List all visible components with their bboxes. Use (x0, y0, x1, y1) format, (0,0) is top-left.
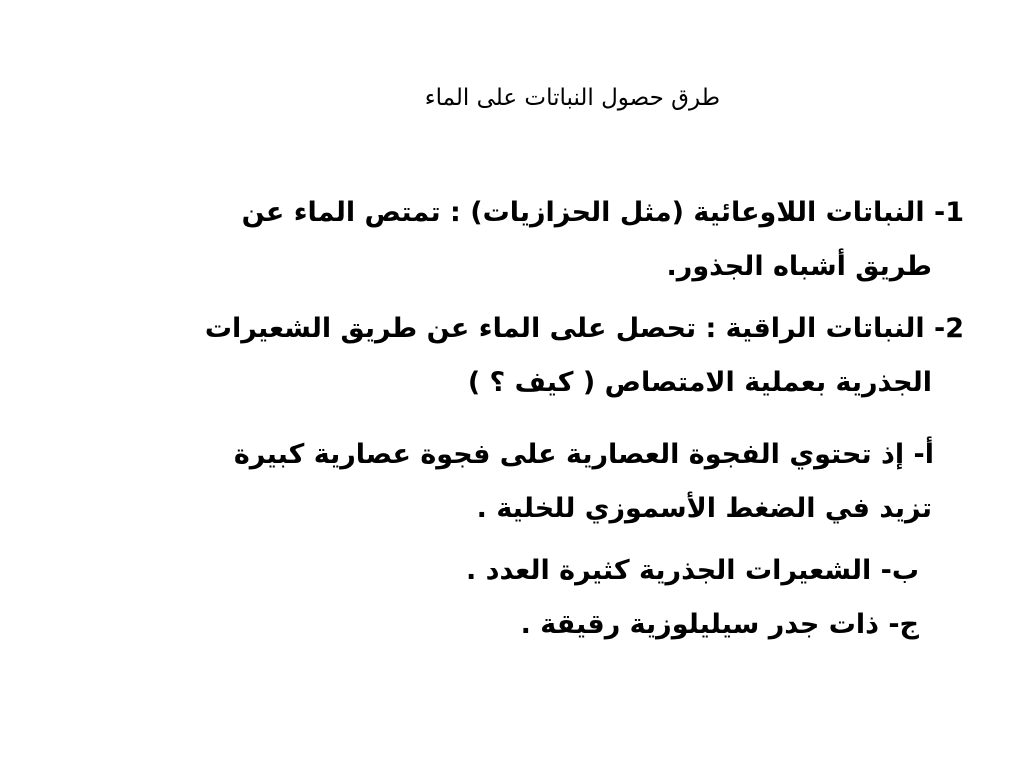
sub-point-a-line-1: أ- إذ تحتوي الفجوة العصارية على فجوة عصارية كبيرة (233, 439, 934, 470)
sub-point-b: ب- الشعيرات الجذرية كثيرة العدد . (466, 555, 919, 586)
point-2-higher-plants (205, 302, 964, 410)
point-1-nonvascular-plants (242, 186, 964, 294)
sub-point-a-line-2: تزيد في الضغط الأسموزي للخلية . (476, 493, 932, 524)
sub-point-c: ج- ذات جدر سيليلوزية رقيقة . (520, 609, 919, 640)
point-2-line-1: 2- النباتات الراقية : تحصل على الماء عن طريق الشعيرات (204, 313, 964, 344)
point-1-line-2: طريق أشباه الجذور. (666, 251, 932, 282)
sub-points-b-c (466, 544, 919, 652)
point-2-line-2: الجذرية بعملية الامتصاص ( كيف ؟ ) (467, 367, 932, 398)
slide-title: طرق حصول النباتات على الماء (424, 85, 720, 111)
sub-point-a (234, 428, 934, 536)
point-1-line-1: 1- النباتات اللاوعائية (مثل الحزازيات) : تمتص الماء عن (241, 197, 964, 228)
